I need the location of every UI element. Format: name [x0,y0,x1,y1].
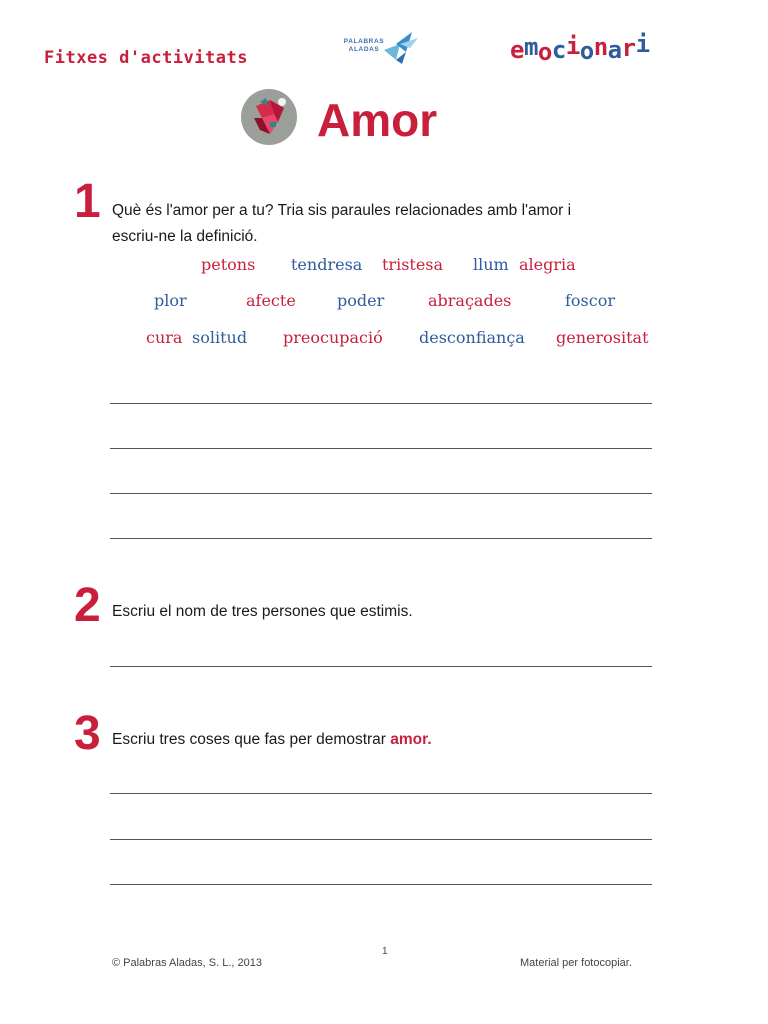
exercise-3-text [112,727,432,753]
word-option[interactable]: preocupació [283,328,383,347]
answer-line[interactable] [110,538,652,539]
brand-letter: o [537,38,552,66]
brand-letter: n [593,33,608,61]
word-option[interactable]: tristesa [382,255,444,274]
word-option[interactable]: llum [473,255,509,274]
photocopy-note: Material per fotocopiar. [520,957,632,969]
answer-line[interactable] [110,884,652,885]
exercise-2-number: 2 [74,579,101,632]
answer-line[interactable] [110,839,652,840]
answer-line[interactable] [110,666,652,667]
exercise-1-number: 1 [74,175,101,228]
answer-line[interactable] [110,448,652,449]
publisher-name-line1: PALABRAS [343,38,385,45]
word-option[interactable]: solitud [192,328,248,347]
publisher-logo [342,30,422,70]
brand-letter: o [579,37,594,65]
brand-letter: a [607,36,622,64]
word-option[interactable]: petons [201,255,256,274]
publisher-name-line2: ALADAS [348,46,380,53]
answer-line[interactable] [110,403,652,404]
word-option[interactable]: generositat [556,328,649,347]
brand-letter: i [565,32,580,60]
exercise-1-text-line1: Què és l'amor per a tu? Tria sis paraules relacionades amb l'amor i [112,202,572,219]
brand-letter: m [523,33,538,61]
word-option[interactable]: desconfiança [419,328,525,347]
exercise-1-text [112,198,571,250]
word-option[interactable]: alegria [519,255,576,274]
word-option[interactable]: foscor [565,291,616,310]
exercise-3-accent: amor. [390,731,432,748]
brand-letter: e [510,36,524,64]
word-option[interactable]: plor [154,291,187,310]
answer-line[interactable] [110,793,652,794]
bird-icon [382,30,422,66]
brand-letter: c [551,36,566,64]
word-option[interactable]: cura [146,328,183,347]
exercise-2-text: Escriu el nom de tres persones que estimis. [112,603,413,620]
word-option[interactable]: poder [337,291,385,310]
copyright: © Palabras Aladas, S. L., 2013 [112,957,262,969]
word-option[interactable]: tendresa [291,255,363,274]
brand-logo [510,30,650,66]
brand-letter: r [621,34,636,62]
exercise-3-prompt: Escriu tres coses que fas per demostrar [112,731,391,748]
love-emotion-icon [240,88,298,146]
word-option[interactable]: afecte [246,291,296,310]
page-number: 1 [382,946,388,957]
series-title: Fitxes d'activitats [44,48,248,68]
exercise-3-number: 3 [74,707,101,760]
page-title: Amor [317,94,438,146]
word-option[interactable]: abraçades [428,291,512,310]
brand-letter: i [635,30,650,58]
answer-line[interactable] [110,493,652,494]
exercise-1-text-line2: escriu-ne la definició. [112,228,258,245]
